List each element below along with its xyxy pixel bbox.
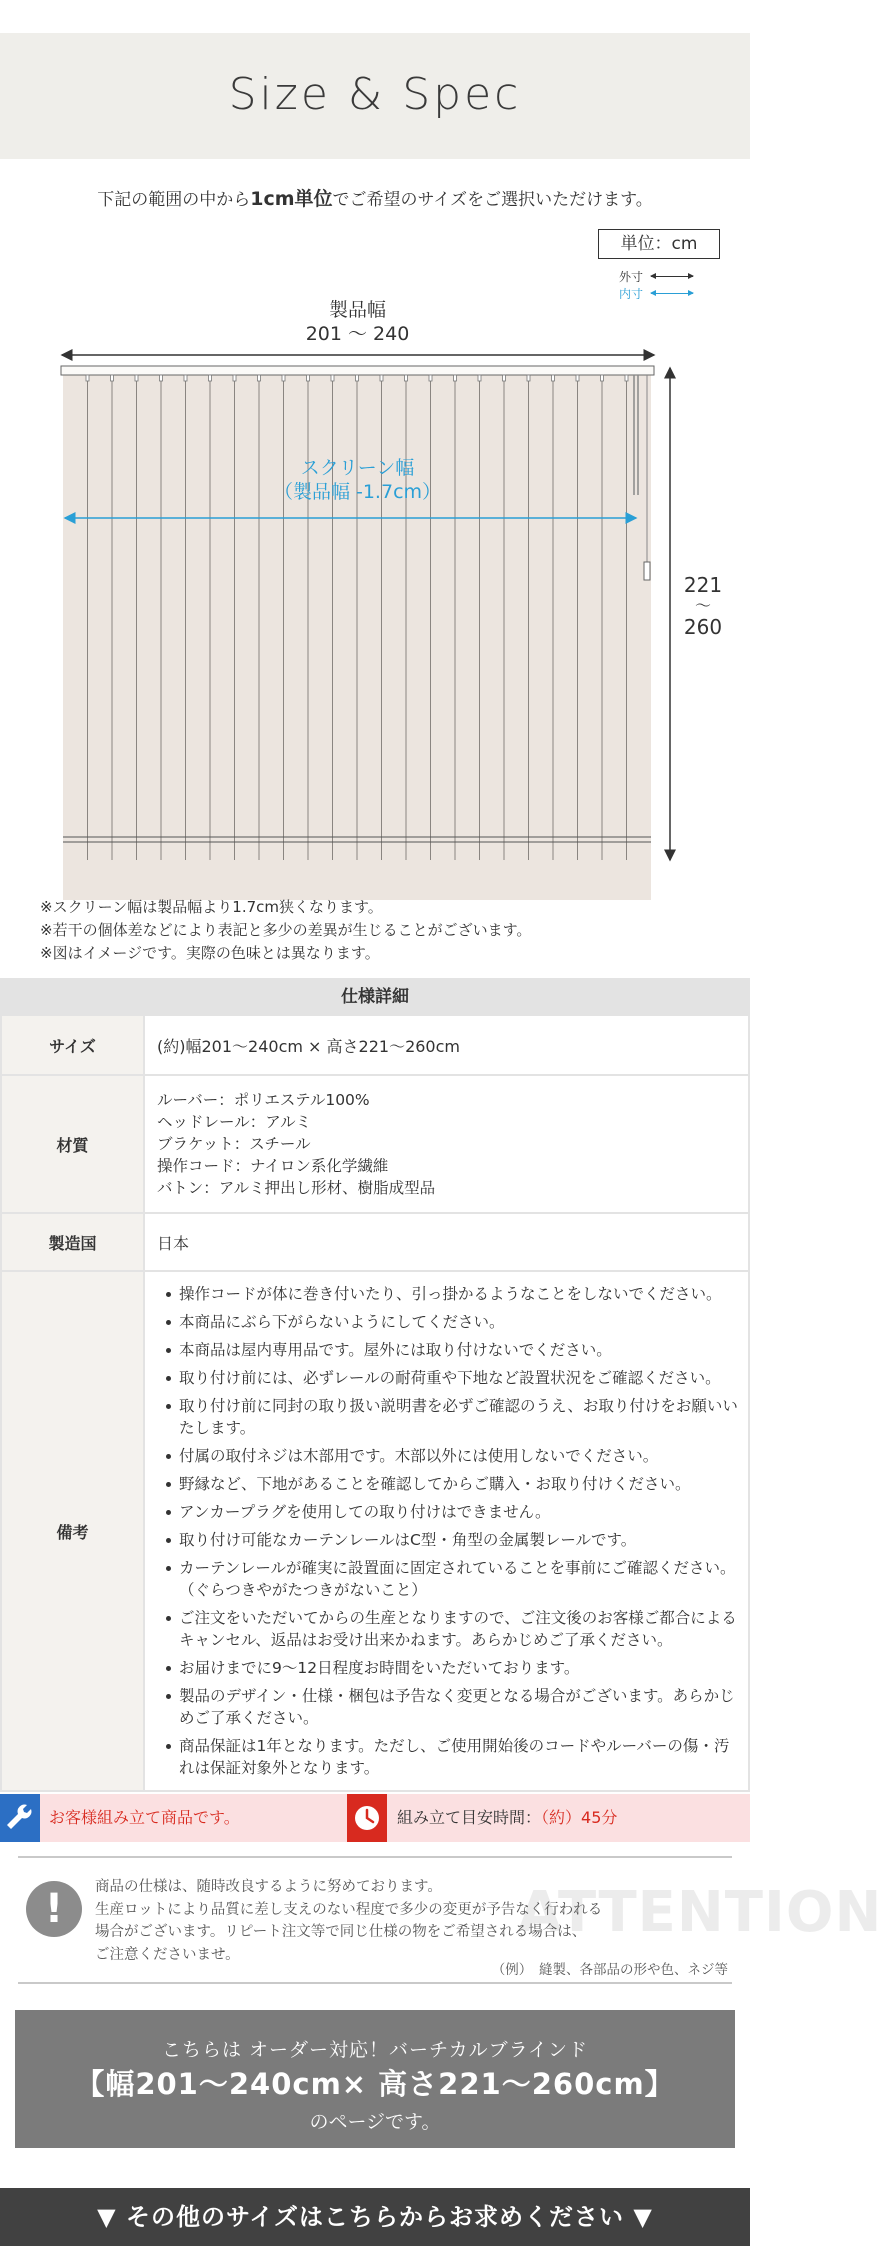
spec-remarks-value	[145, 1272, 750, 1792]
list-item: カーテンレールが確実に設置面に固定されていることを事前にご確認ください。（ぐらつきやがたつきがないこと）	[179, 1557, 738, 1601]
caution-line: 商品の仕様は、随時改良するように努めております。	[95, 1879, 442, 1895]
spec-title: 仕様詳細	[0, 978, 750, 1016]
spec-size-label: サイズ	[0, 1016, 145, 1076]
height-separator: 〜	[694, 596, 711, 615]
slat-hook	[184, 375, 187, 381]
list-item: 取り付け可能なカーテンレールはC型・角型の金属製レールです。	[179, 1529, 738, 1551]
material-line: ブラケット：スチール	[157, 1135, 311, 1153]
assembly-time-label: 組み立て目安時間：	[397, 1808, 542, 1827]
intro-emphasis: 1cm単位	[250, 188, 333, 210]
order-line-2: 【幅201〜240cm× 高さ221〜260cm】	[75, 2067, 675, 2101]
slat-hook	[331, 375, 334, 381]
height-bottom: 260	[683, 615, 723, 639]
height-label	[670, 573, 736, 639]
spec-material-value	[145, 1076, 750, 1214]
slat-hook	[405, 375, 408, 381]
spec-table	[0, 1016, 750, 1792]
slat-hook	[282, 375, 285, 381]
list-item: 操作コードが体に巻き付いたり、引っ掛かるようなことをしないでください。	[179, 1283, 738, 1305]
intro-text	[0, 184, 750, 211]
assembly-banner	[0, 1794, 750, 1842]
intro-before: 下記の範囲の中から	[97, 190, 251, 210]
material-line: ヘッドレール：アルミ	[157, 1113, 312, 1131]
caution-watermark: ATTENTION	[518, 1880, 882, 1945]
caution-text	[95, 1876, 602, 1966]
caution-box	[18, 1856, 882, 1984]
material-line: ルーバー：ポリエステル100%	[157, 1091, 370, 1109]
slat-hook	[86, 375, 89, 381]
caution-line: 場合がございます。リピート注文等で同じ仕様の物をご希望される場合は、	[95, 1924, 587, 1940]
slat-hook	[380, 375, 383, 381]
screen-width-title: スクリーン幅	[300, 457, 415, 479]
material-line: バトン：アルミ押出し形材、樹脂成型品	[157, 1179, 436, 1197]
caution-example: （例） 縫製、各部品の形や色、ネジ等	[491, 1962, 728, 1978]
assembly-time-value: （約）45分	[541, 1808, 618, 1827]
screen-width-label	[0, 456, 715, 504]
assembly-time	[397, 1794, 617, 1842]
slat-hook	[135, 375, 138, 381]
slat-hook	[356, 375, 359, 381]
slat-hook	[160, 375, 163, 381]
spec-size-value: (約)幅201〜240cm × 高さ221〜260cm	[145, 1016, 750, 1076]
slat-hook	[576, 375, 579, 381]
list-item: アンカープラグを使用しての取り付けはできません。	[179, 1501, 738, 1523]
order-line-3: のページです。	[309, 2111, 441, 2133]
spec-origin-label: 製造国	[0, 1214, 145, 1272]
assembly-notice: お客様組み立て商品です。	[49, 1808, 240, 1827]
note-line: ※図はイメージです。実際の色味とは異なります。	[40, 944, 380, 962]
list-item: 付属の取付ネジは木部用です。木部以外には使用しないでください。	[179, 1445, 738, 1467]
list-item: 取り付け前には、必ずレールの耐荷重や下地など設置状況をご確認ください。	[179, 1367, 738, 1389]
legend-outer	[619, 268, 693, 285]
slat-hook	[429, 375, 432, 381]
list-item: 本商品にぶら下がらないようにしてください。	[179, 1311, 738, 1333]
exclamation-icon: !	[26, 1881, 82, 1937]
slat-hook	[503, 375, 506, 381]
material-line: 操作コード：ナイロン系化学繊維	[157, 1157, 389, 1175]
legend-inner-label: 内寸	[619, 287, 644, 301]
slat-hook	[111, 375, 114, 381]
table-row	[0, 1016, 750, 1076]
note-line: ※スクリーン幅は製品幅より1.7cm狭くなります。	[40, 898, 383, 916]
other-sizes-link[interactable]: ▼ その他のサイズはこちらからお求めください ▼	[0, 2188, 750, 2246]
order-line-1: こちらは オーダー対応！バーチカルブラインド	[161, 2039, 589, 2061]
unit-label: 単位：cm	[598, 229, 720, 259]
screen-width-formula: （製品幅 -1.7cm）	[273, 481, 442, 503]
slat-hook	[478, 375, 481, 381]
table-row	[0, 1214, 750, 1272]
product-width-title: 製品幅	[328, 299, 386, 321]
note-line: ※若干の個体差などにより表記と多少の差異が生じることがございます。	[40, 921, 532, 939]
slat-hook	[527, 375, 530, 381]
caution-line: 生産ロットにより品質に差し支えのない程度で多少の変更が予告なく行われる	[95, 1901, 603, 1918]
list-item: 製品のデザイン・仕様・梱包は予告なく変更となる場合がございます。あらかじめご了承ください。	[179, 1685, 738, 1729]
double-arrow-icon	[651, 293, 693, 294]
legend-outer-label: 外寸	[619, 270, 644, 284]
list-item: お届けまでに9〜12日程度お時間をいただいております。	[179, 1657, 738, 1679]
table-row	[0, 1272, 750, 1792]
head-rail	[61, 366, 654, 375]
table-row	[0, 1076, 750, 1214]
product-width-label	[0, 298, 715, 346]
caution-line: ご注意くださいませ。	[95, 1946, 240, 1963]
spec-origin-value: 日本	[145, 1214, 750, 1272]
height-top: 221	[683, 573, 723, 597]
slat-hook	[601, 375, 604, 381]
double-arrow-icon	[651, 276, 693, 277]
slat-hook	[258, 375, 261, 381]
slat-hook	[454, 375, 457, 381]
list-item: 商品保証は1年となります。ただし、ご使用開始後のコードやルーバーの傷・汚れは保証対象外となります。	[179, 1735, 738, 1779]
list-item: 取り付け前に同封の取り扱い説明書を必ずご確認のうえ、お取り付けをお願いいたします。	[179, 1397, 738, 1437]
spec-remarks-label: 備考	[0, 1272, 145, 1792]
slat-hook	[209, 375, 212, 381]
hero-banner	[0, 33, 750, 159]
list-item: 本商品は屋内専用品です。屋外には取り付けないでください。	[179, 1339, 738, 1361]
list-item: ご注文をいただいてからの生産となりますので、ご注文後のお客様ご都合によるキャンセル、返品はお受け出来かねます。あらかじめご了承ください。	[179, 1609, 737, 1649]
page-title: Size & Spec	[228, 69, 522, 120]
slat-hook	[233, 375, 236, 381]
remarks-list	[157, 1283, 738, 1779]
wand-handle	[644, 562, 650, 580]
blind-diagram	[0, 340, 750, 880]
clock-icon	[347, 1794, 387, 1842]
product-width-range: 201 〜 240	[305, 323, 410, 345]
intro-after: でご希望のサイズをご選択いただけます。	[332, 190, 653, 210]
wrench-icon	[0, 1794, 40, 1842]
slat-hook	[552, 375, 555, 381]
list-item: 野縁など、下地があることを確認してからご購入・お取り付けください。	[179, 1473, 738, 1495]
order-banner	[15, 2010, 735, 2148]
slat-hook	[625, 375, 628, 381]
spec-material-label: 材質	[0, 1076, 145, 1214]
slat-hook	[307, 375, 310, 381]
